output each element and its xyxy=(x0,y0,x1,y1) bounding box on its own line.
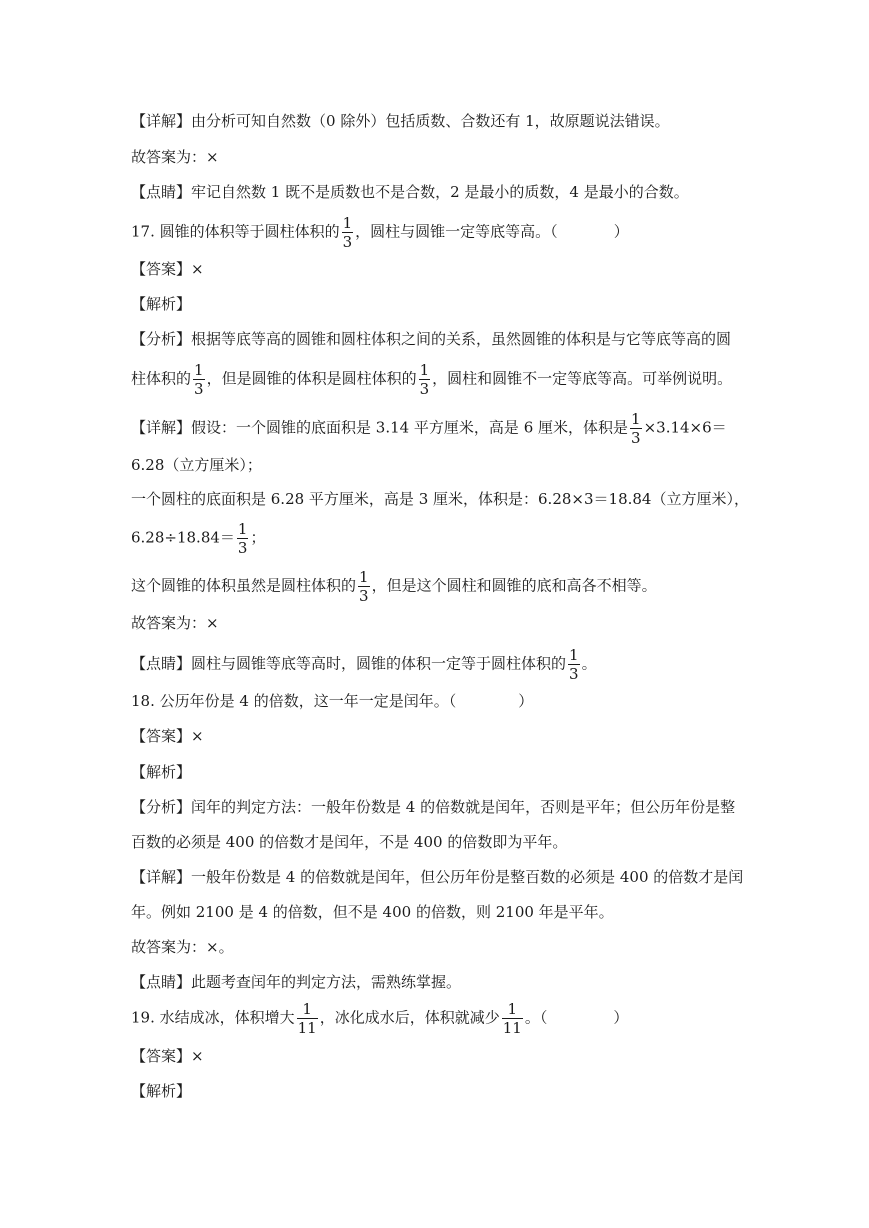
detail-line: 这个圆锥的体积虽然是圆柱体积的 $\frac{1}{3}$ ，但是这个圆柱和圆锥的底和高各不相等。 xyxy=(131,568,657,605)
detail-line: 年。例如 2100 是 4 的倍数，但不是 400 的倍数，则 2100 年是平年。 xyxy=(131,903,614,921)
detail-line: 【详解】假设：一个圆锥的底面积是 3.14 平方厘米，高是 6 厘米，体积是 $\frac{1}{3}$ ×3.14×6＝ xyxy=(131,410,727,447)
analysis-heading: 【解析】 xyxy=(131,763,192,781)
tip-line: 【点睛】此题考查闰年的判定方法，需熟练掌握。 xyxy=(131,973,462,991)
question-17: 17. 圆锥的体积等于圆柱体积的 $\frac{1}{3}$ ，圆柱与圆锥一定等底等高。（ ） xyxy=(131,214,629,251)
question-18: 18. 公历年份是 4 的倍数，这一年一定是闰年。（ ） xyxy=(131,692,534,710)
analysis-line: 柱体积的 $\frac{1}{3}$ ，但是圆锥的体积是圆柱体积的 $\frac{1}{3}$ ，圆柱和圆锥不一定等底等高。可举例说明。 xyxy=(131,361,733,398)
fraction: $\frac{1}{3}$ xyxy=(631,410,641,447)
detail-line: 一个圆柱的底面积是 6.28 平方厘米，高是 3 厘米，体积是：6.28×3＝18.84（立方厘米）， xyxy=(131,490,749,508)
analysis-heading: 【解析】 xyxy=(131,1082,192,1100)
fraction: $\frac{1}{3}$ xyxy=(359,568,369,605)
answer-label: 【答案】× xyxy=(131,260,204,278)
fraction: $\frac{1}{11}$ xyxy=(502,1000,522,1037)
detail-line: 【详解】由分析可知自然数（0 除外）包括质数、合数还有 1，故原题说法错误。 xyxy=(131,112,670,130)
analysis-line: 【分析】根据等底等高的圆锥和圆柱体积之间的关系，虽然圆锥的体积是与它等底等高的圆 xyxy=(131,330,732,348)
fraction: $\frac{1}{3}$ xyxy=(342,214,353,251)
detail-line: 6.28（立方厘米）； xyxy=(131,456,262,474)
tip-line: 【点睛】圆柱与圆锥等底等高时，圆锥的体积一定等于圆柱体积的 $\frac{1}{3}$ 。 xyxy=(131,646,597,683)
answer-label: 【答案】× xyxy=(131,727,204,745)
fraction: $\frac{1}{11}$ xyxy=(297,1000,317,1037)
detail-line: 6.28÷18.84＝ $\frac{1}{3}$ ； xyxy=(131,520,266,557)
analysis-line: 【分析】闰年的判定方法：一般年份数是 4 的倍数就是闰年，否则是平年；但公历年份是整 xyxy=(131,798,736,816)
analysis-heading: 【解析】 xyxy=(131,295,192,313)
detail-line: 【详解】一般年份数是 4 的倍数就是闰年，但公历年份是整百数的必须是 400 的倍数才是闰 xyxy=(131,868,744,886)
answer-summary: 故答案为：× xyxy=(131,614,219,632)
answer-summary: 故答案为：× xyxy=(131,148,219,166)
fraction: $\frac{1}{3}$ xyxy=(419,361,430,398)
fraction: $\frac{1}{3}$ xyxy=(194,361,204,398)
answer-label: 【答案】× xyxy=(131,1047,204,1065)
answer-summary: 故答案为：×。 xyxy=(131,938,234,956)
tip-line: 【点睛】牢记自然数 1 既不是质数也不是合数，2 是最小的质数，4 是最小的合数。 xyxy=(131,183,689,201)
analysis-line: 百数的必须是 400 的倍数才是闰年，不是 400 的倍数即为平年。 xyxy=(131,833,568,851)
question-19: 19. 水结成冰，体积增大 $\frac{1}{11}$ ，冰化成水后，体积就减少 $\frac{1}{11}$ 。（ ） xyxy=(131,1000,629,1037)
fraction: $\frac{1}{3}$ xyxy=(237,520,248,557)
fraction: $\frac{1}{3}$ xyxy=(569,646,579,683)
